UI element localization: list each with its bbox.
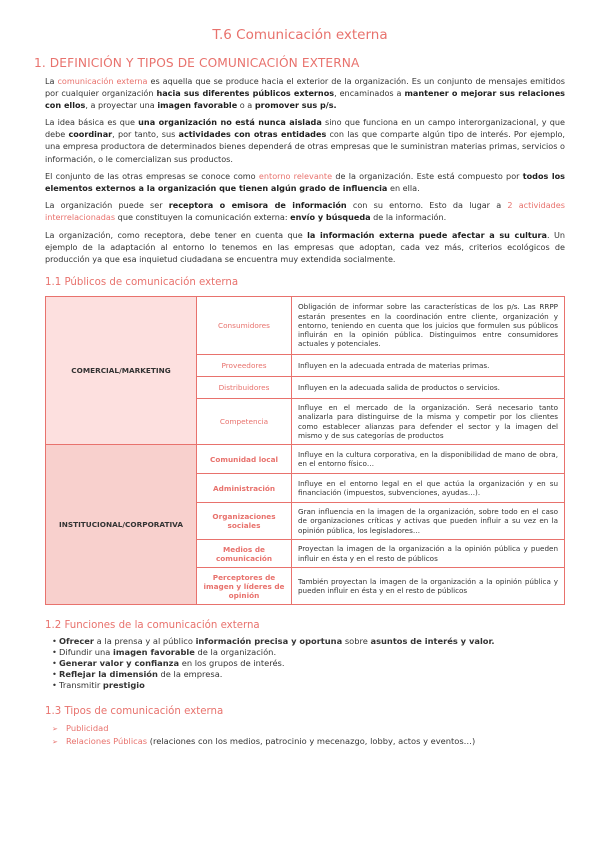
public-desc: Influyen en la adecuada salida de productos o servicios. <box>292 377 565 399</box>
paragraph-2: La idea básica es que una organización no está nunca aislada sino que funciona en un campo interorganizacional, y que debe coordinar, por tanto, sus actividades con otras entidades con las que comparte algún tipo de interés. Por ejemplo, una empresa productora de determinados bienes dependerá de otras empresas que le suministran materias primas, servicios o información, o le comercializan sus productos. <box>45 117 565 164</box>
public-name: Proveedores <box>197 355 292 377</box>
public-desc: También proyectan la imagen de la organización a la opinión pública y pueden influir en ésta y en el resto de públicos <box>292 568 565 605</box>
section-1-heading: 1. DEFINICIÓN Y TIPOS DE COMUNICACIÓN EXTERNA <box>34 56 360 70</box>
types-list <box>52 722 475 748</box>
group-comercial-marketing: COMERCIAL/MARKETING <box>46 297 197 445</box>
public-name: Competencia <box>197 399 292 445</box>
section-1-2-heading: 1.2 Funciones de la comunicación externa <box>45 620 260 631</box>
public-name: Administración <box>197 474 292 503</box>
public-desc: Influye en el entorno legal en el que actúa la organización y en su financiación (impuestos, subvenciones, ayudas…). <box>292 474 565 503</box>
term-comunicacion-externa: comunicación externa <box>57 76 148 86</box>
public-name: Comunidad local <box>197 445 292 474</box>
public-name: Organizaciones sociales <box>197 503 292 540</box>
document-title: T.6 Comunicación externa <box>212 27 388 43</box>
list-item: • Ofrecer a la prensa y al público información precisa y oportuna sobre asuntos de interés y valor. <box>52 636 495 647</box>
list-item: • Difundir una imagen favorable de la organización. <box>52 647 495 658</box>
term-actividades: 2 actividades interrelacionadas <box>45 200 566 223</box>
list-item: ➢ Publicidad <box>52 722 475 735</box>
functions-list <box>52 636 495 691</box>
list-item: • Transmitir prestigio <box>52 680 495 691</box>
paragraph-4: La organización puede ser receptora o emisora de información con su entorno. Esto da lugar a 2 actividades interrelacionadas que constituyen la comunicación externa: envío y búsqueda de la información. <box>45 200 566 223</box>
public-name: Consumidores <box>197 297 292 355</box>
publics-table <box>45 296 565 605</box>
term-entorno-relevante: entorno relevante <box>258 171 333 181</box>
public-name: Perceptores de imagen y líderes de opinión <box>197 568 292 605</box>
public-desc: Gran influencia en la imagen de la organización, sobre todo en el caso de organizaciones críticas y activas que pueden influir a su vez en la opinión pública, los legisladores… <box>292 503 565 540</box>
list-item: • Generar valor y confianza en los grupos de interés. <box>52 658 495 669</box>
public-name: Distribuidores <box>197 377 292 399</box>
public-desc: Influye en la cultura corporativa, en la disponibilidad de mano de obra, en el entorno físico… <box>292 445 565 474</box>
list-item: ➢ Relaciones Públicas (relaciones con los medios, patrocinio y mecenazgo, lobby, actos y eventos…) <box>52 735 475 748</box>
paragraph-5: La organización, como receptora, debe tener en cuenta que la información externa puede afectar a su cultura. Un ejemplo de la adaptación al entorno lo tenemos en las empresas que adoptan, cada vez más, criterios ecológicos de producción ya que esa inquietud ciudadana se encuentra muy extendida socialmente. <box>45 230 565 265</box>
list-item: • Reflejar la dimensión de la empresa. <box>52 669 495 680</box>
group-institucional-corporativa: INSTITUCIONAL/CORPORATIVA <box>46 445 197 605</box>
public-desc: Obligación de informar sobre las características de los p/s. Las RRPP estarán presentes en la coordinación entre cliente, organización y entorno, teniendo en cuenta que los juicios que formulen sus públicos influirán en la opinión pública. Distinguimos entre consumidores actuales y potenciales. <box>292 297 565 355</box>
public-desc: Influye en el mercado de la organización. Será necesario tanto analizarla para distinguirse de la misma y competir por los clientes como establecer alianzas para defender el sector y la imagen del mismo y de sus categorías de productos <box>292 399 565 445</box>
paragraph-1: La comunicación externa es aquella que se produce hacia el exterior de la organización. Es un conjunto de mensajes emitidos por cualquier organización hacia sus diferentes públicos externos, encaminados a mantener o mejorar sus relaciones con ellos, a proyectar una imagen favorable o a promover sus p/s. <box>45 76 565 111</box>
public-desc: Proyectan la imagen de la organización a la opinión pública y pueden influir en ésta y en el resto de públicos <box>292 540 565 568</box>
section-1-1-heading: 1.1 Públicos de comunicación externa <box>45 277 239 288</box>
paragraph-3: El conjunto de las otras empresas se conoce como entorno relevante de la organización. Este está compuesto por todos los elementos externos a la organización que tienen algún grado de influencia en ella. <box>45 171 565 194</box>
public-desc: Influyen en la adecuada entrada de materias primas. <box>292 355 565 377</box>
public-name: Medios de comunicación <box>197 540 292 568</box>
section-1-3-heading: 1.3 Tipos de comunicación externa <box>45 706 224 717</box>
